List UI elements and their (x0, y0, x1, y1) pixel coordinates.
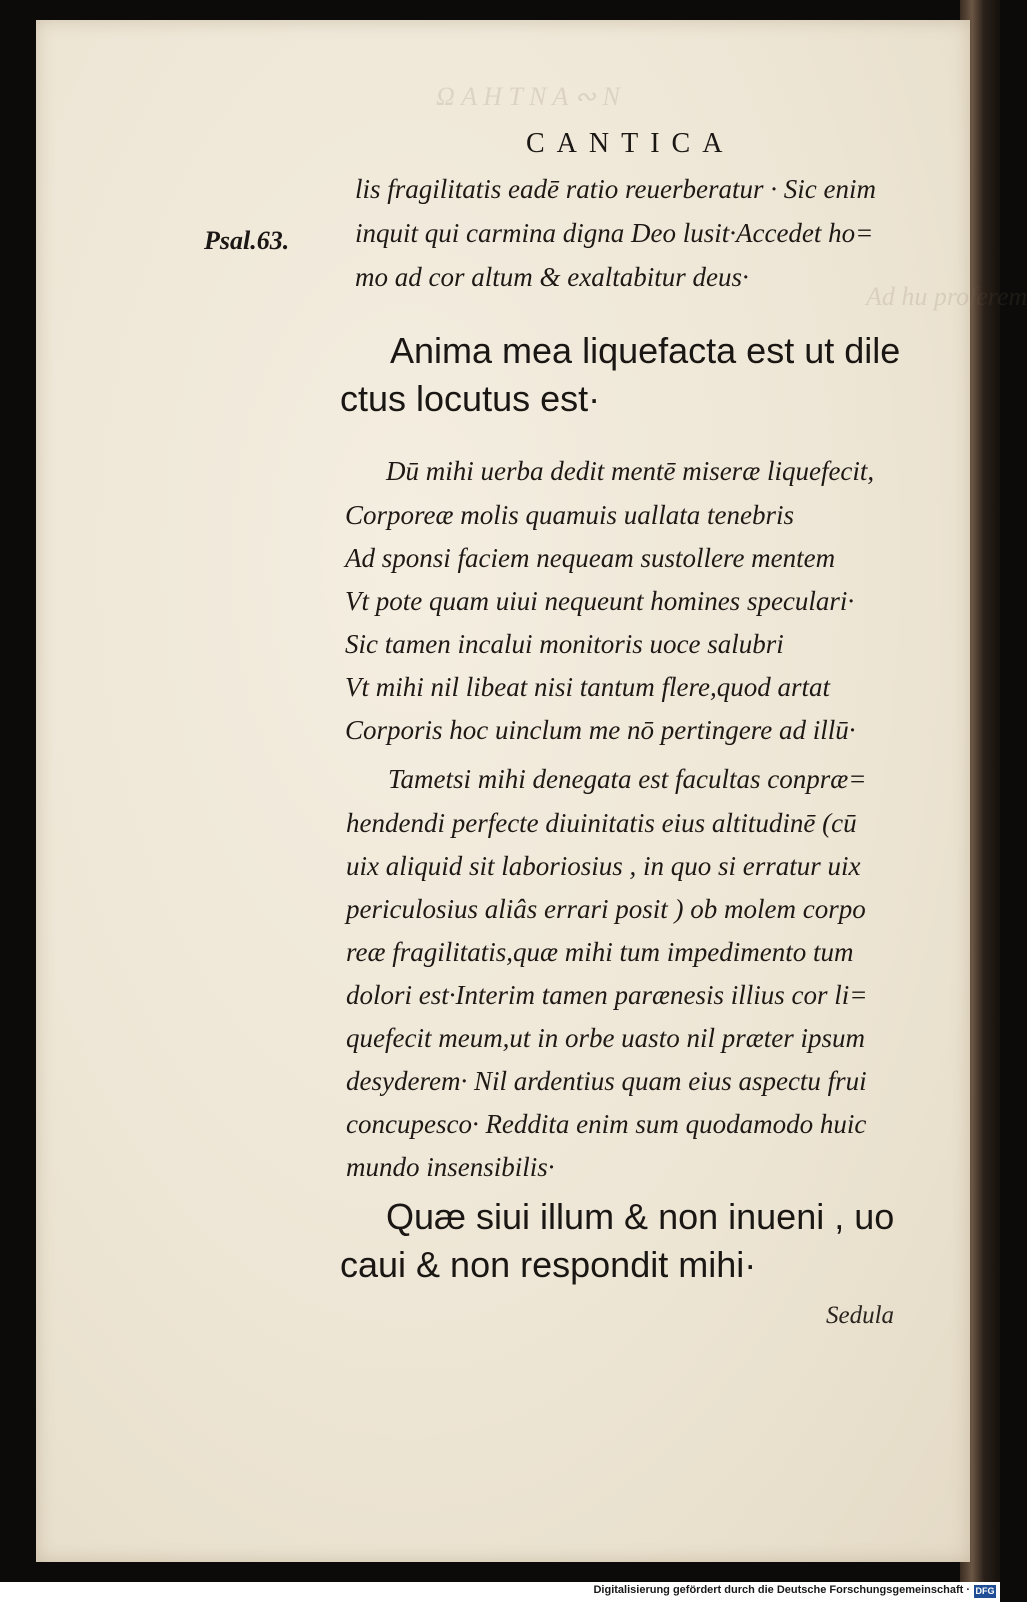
commentary-line: desyderem· Nil ardentius quam eius aspectu frui (346, 1066, 867, 1096)
commentary-line: concupesco· Reddita enim sum quodamodo huic (346, 1109, 867, 1139)
footer-credit: Digitalisierung gefördert durch die Deutsche Forschungsgemeinschaft · (593, 1584, 970, 1596)
lemma-line: Anima mea liquefacta est ut dile (390, 330, 901, 371)
dfg-logo: DFG (975, 1586, 995, 1596)
verse-line: Corporis hoc uinclum me nō pertingere ad illū· (345, 715, 856, 745)
commentary-line: reæ fragilitatis,quæ mihi tum impedimento tum (346, 937, 854, 967)
lemma-line: Quæ siui illum & non inueni , uo (386, 1196, 895, 1237)
commentary-line: Tametsi mihi denegata est facultas conpræ= (388, 764, 867, 794)
commentary-line: uix aliquid sit laboriosius , in quo si erratur uix (346, 851, 861, 881)
margin-note: Psal.63. (204, 226, 290, 255)
commentary-line: lis fragilitatis eadē ratio reuerberatur · Sic enim (355, 174, 876, 204)
verse-line: Corporeæ molis quamuis uallata tenebris (345, 500, 795, 530)
bleed-through-text: Ω A H T N A ∾ N (436, 82, 620, 111)
commentary-line: mundo insensibilis· (346, 1152, 555, 1182)
commentary-line: quefecit meum,ut in orbe uasto nil præter ipsum (346, 1023, 865, 1053)
running-head: CANTICA (526, 128, 735, 159)
verse-line: Sic tamen incalui monitoris uoce salubri (345, 629, 784, 659)
lemma-line: caui & non respondit mihi· (340, 1244, 757, 1285)
commentary-line: dolori est·Interim tamen parænesis illius cor li= (346, 980, 868, 1010)
verse-line: Vt mihi nil libeat nisi tantum flere,quod artat (345, 672, 830, 702)
commentary-line: hendendi perfecte diuinitatis eius altitudinē (cū (346, 808, 857, 838)
bleed-through-text: Ad hu proferem (866, 282, 1027, 311)
verse-line: Dū mihi uerba dedit mentē miseræ liquefecit, (386, 456, 875, 486)
commentary-line: inquit qui carmina digna Deo lusit·Accedet ho= (355, 218, 874, 248)
commentary-line: mo ad cor altum & exaltabitur deus· (355, 262, 749, 292)
verse-line: Ad sponsi faciem nequeam sustollere mentem (345, 543, 836, 573)
footer-bar (0, 1582, 1000, 1602)
lemma-line: ctus locutus est· (340, 378, 601, 419)
catchword: Sedula (826, 1302, 895, 1329)
commentary-line: periculosius aliâs errari posit ) ob molem corpo (346, 894, 866, 924)
verse-line: Vt pote quam uiui nequeunt homines speculari· (345, 586, 855, 616)
